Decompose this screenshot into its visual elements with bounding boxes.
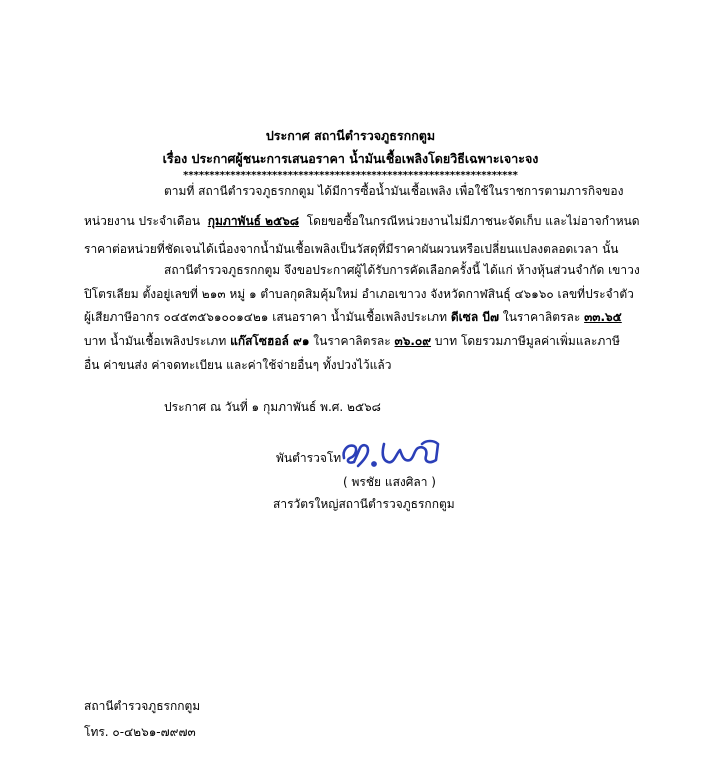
- text-span: หน่วยงาน ประจำเดือน: [84, 214, 201, 228]
- text-span: บาท โดยรวมภาษีมูลค่าเพิ่มและภาษี: [434, 334, 620, 348]
- price-gasohol: ๓๖.๐๙: [394, 334, 432, 348]
- announcement-subject: เรื่อง ประกาศผู้ชนะการเสนอราคา น้ำมันเชื้อเพลิงโดยวิธีเฉพาะเจาะจง: [162, 151, 539, 166]
- paragraph-line: ตามที่ สถานีตำรวจภูธรกกตูม ได้มีการซื้อน้ำมันเชื้อเพลิง เพื่อใช้ในราชการตามภารกิจของ: [164, 184, 624, 198]
- text-span: ในราคาลิตรละ: [313, 334, 391, 348]
- paragraph-line: [84, 333, 620, 349]
- paragraph-line: ราคาต่อหน่วยที่ชัดเจนได้เนื่องจากน้ำมันเชื้อเพลิงเป็นวัสดุที่มีราคาผันผวนหรือเปลี่ยนแปลงตลอดเวลา นั้น: [84, 242, 619, 256]
- price-diesel: ๓๓.๖๕: [584, 310, 622, 324]
- paragraph-winner: [84, 262, 646, 382]
- paragraph-procurement: [84, 183, 646, 263]
- paragraph-line: สถานีตำรวจภูธรกกตูม จึงขอประกาศผู้ได้รับการคัดเลือกครั้งนี้ ได้แก่ ห้างหุ้นส่วนจำกัด เขาวง: [164, 263, 640, 277]
- fuel-type-gasohol: แก๊สโซฮอล์ ๙๑: [230, 334, 310, 348]
- signer-position: สารวัตรใหญ่สถานีตำรวจภูธรกกตูม: [273, 497, 455, 511]
- announcement-title: ประกาศ สถานีตำรวจภูธรกกตูม: [265, 128, 436, 143]
- text-span: ผู้เสียภาษีอากร ๐๔๕๓๕๖๑๐๐๑๔๒๑ เสนอราคา น้ำมันเชื้อเพลิงประเภท: [84, 310, 447, 324]
- text-span: ในราคาลิตรละ: [502, 310, 581, 324]
- separator-line: ****************************************************************: [183, 170, 518, 181]
- announce-date: ประกาศ ณ วันที่ ๑ กุมภาพันธ์ พ.ศ. ๒๕๖๘: [164, 400, 381, 414]
- footer-office: สถานีตำรวจภูธรกกตูม: [84, 699, 201, 713]
- month-highlight: กุมภาพันธ์ ๒๕๖๘: [207, 214, 300, 228]
- text-span: บาท น้ำมันเชื้อเพลิงประเภท: [84, 334, 227, 348]
- fuel-type-diesel: ดีเซล บี๗: [450, 310, 500, 324]
- paragraph-line: ปิโตรเลียม ตั้งอยู่เลขที่ ๒๑๓ หมู่ ๑ ตำบลกุดสิมคุ้มใหม่ อำเภอเขาวง จังหวัดกาฬสินธุ์ ๔๖๑๖๐ เลขที่ประจำตัว: [84, 287, 634, 301]
- handwritten-signature: [338, 436, 448, 472]
- paragraph-line: [84, 309, 622, 325]
- signer-name: ( พรชัย แสงศิลา ): [343, 475, 436, 489]
- footer-phone: โทร. ๐-๔๒๖๑-๗๙๗๓: [84, 725, 196, 739]
- text-span: โดยขอซื้อในกรณีหน่วยงานไม่มีภาชนะจัดเก็บ และไม่อาจกำหนด: [306, 214, 640, 228]
- paragraph-line: [84, 213, 640, 229]
- paragraph-line: อื่น ค่าขนส่ง ค่าจดทะเบียน และค่าใช้จ่ายอื่นๆ ทั้งปวงไว้แล้ว: [84, 358, 392, 372]
- signer-rank: พันตำรวจโท: [276, 451, 342, 465]
